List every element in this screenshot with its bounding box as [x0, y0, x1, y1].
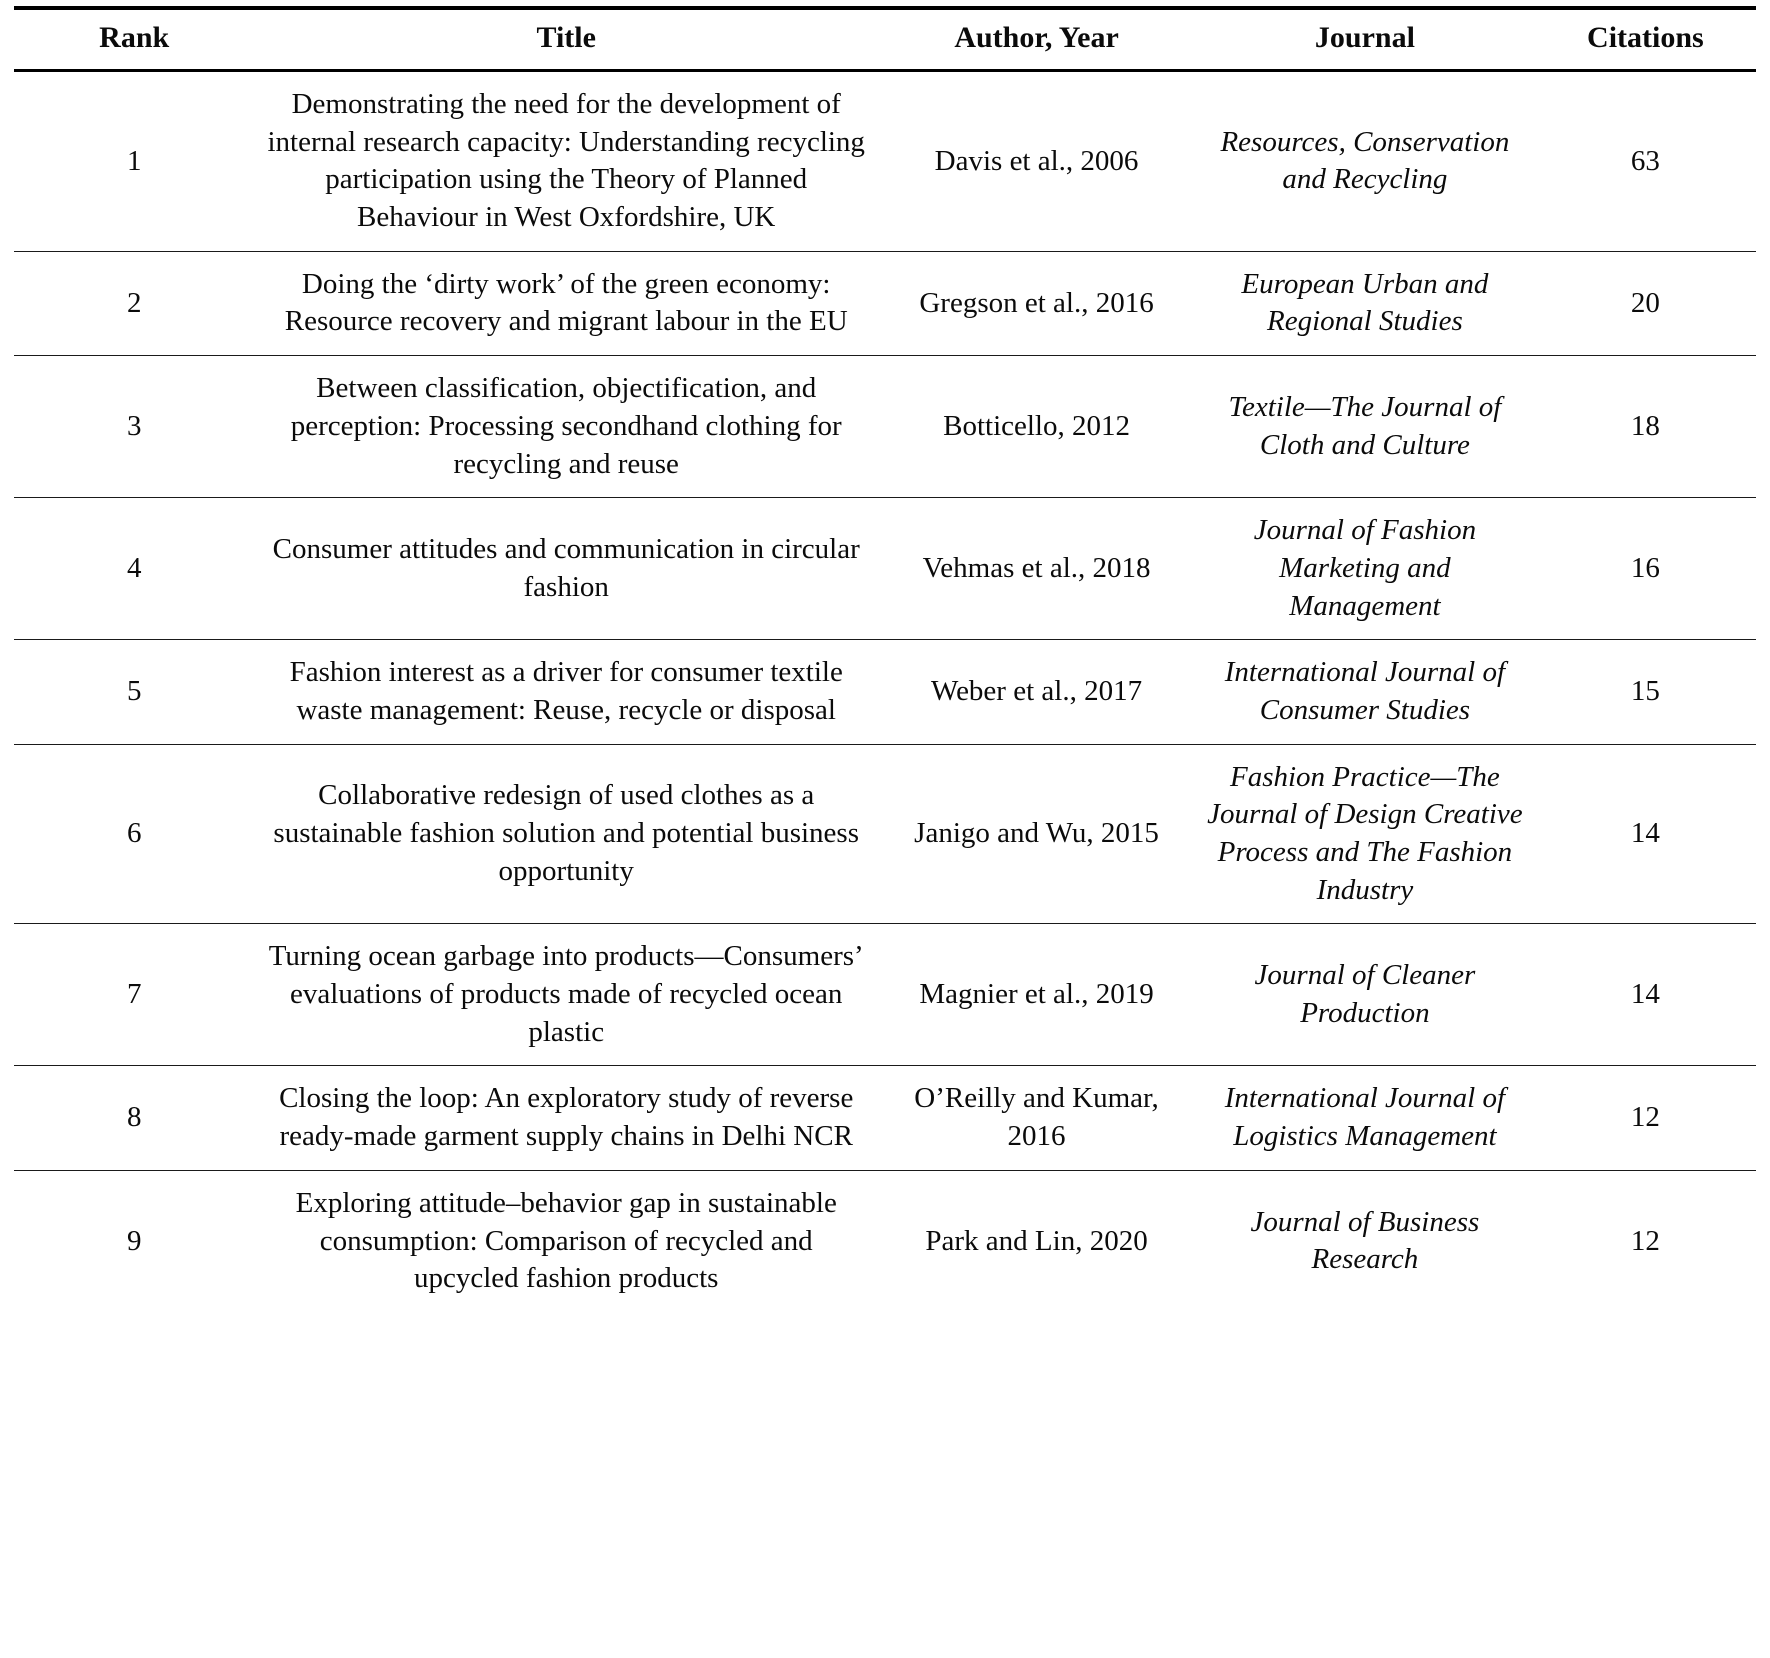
journal-cell: European Urban and Regional Studies	[1241, 267, 1489, 338]
title-cell: Demonstrating the need for the development of internal research capacity: Understanding recycling participation using the Theory of Planned Behaviour in West Oxfordshire, UK	[267, 88, 865, 234]
table-row	[14, 498, 1756, 640]
citations-cell: 63	[1630, 144, 1660, 177]
header-row	[14, 8, 1756, 71]
author-year-cell: Weber et al., 2017	[931, 675, 1143, 708]
citations-cell: 14	[1630, 978, 1660, 1011]
table-row	[14, 1170, 1756, 1312]
journal-cell: International Journal of Consumer Studies	[1224, 656, 1506, 726]
citations-cell: 15	[1630, 675, 1660, 708]
journal-cell: Journal of Cleaner Production	[1254, 959, 1476, 1029]
title-cell: Fashion interest as a driver for consumer textile waste management: Reuse, recycle or disposal	[289, 656, 843, 726]
rank-cell: 7	[126, 978, 142, 1011]
journal-cell: Fashion Practice—The Journal of Design Creative Process and The Fashion Industry	[1207, 760, 1523, 906]
journal-cell: Textile—The Journal of Cloth and Culture	[1228, 390, 1502, 461]
rank-cell: 2	[126, 286, 142, 319]
table-row	[14, 251, 1756, 355]
rank-cell: 9	[126, 1224, 142, 1257]
author-year-cell: Magnier et al., 2019	[919, 978, 1154, 1011]
title-cell: Collaborative redesign of used clothes as a sustainable fashion solution and potential business opportunity	[273, 779, 859, 887]
title-cell: Doing the ‘dirty work’ of the green economy: Resource recovery and migrant labour in the EU	[284, 267, 848, 338]
rank-cell: 1	[126, 144, 142, 177]
title-cell: Turning ocean garbage into products—Consumers’ evaluations of products made of recycled ocean plastic	[268, 940, 864, 1048]
rank-cell: 3	[126, 409, 142, 442]
column-header-rank: Rank	[14, 8, 254, 71]
author-year-cell: Gregson et al., 2016	[919, 286, 1154, 319]
citations-cell: 18	[1630, 409, 1660, 442]
citations-cell: 20	[1630, 286, 1660, 319]
journal-cell: International Journal of Logistics Management	[1224, 1082, 1506, 1153]
title-cell: Consumer attitudes and communication in circular fashion	[272, 533, 860, 603]
table-row	[14, 356, 1756, 498]
author-year-cell: Park and Lin, 2020	[925, 1224, 1148, 1257]
author-year-cell: O’Reilly and Kumar, 2016	[914, 1082, 1159, 1153]
table-row	[14, 71, 1756, 252]
citations-cell: 12	[1630, 1101, 1660, 1134]
title-cell: Closing the loop: An exploratory study of reverse ready-made garment supply chains in Delhi NCR	[279, 1082, 854, 1153]
citations-cell: 14	[1630, 817, 1660, 850]
column-header-author-year: Author, Year	[878, 8, 1195, 71]
author-year-cell: Davis et al., 2006	[934, 144, 1139, 177]
journal-cell: Resources, Conservation and Recycling	[1220, 125, 1510, 196]
author-year-cell: Janigo and Wu, 2015	[914, 817, 1159, 850]
title-cell: Between classification, objectification, and perception: Processing secondhand clothing for recycling and reuse	[290, 372, 842, 480]
author-year-cell: Vehmas et al., 2018	[922, 551, 1151, 584]
rank-cell: 8	[126, 1101, 142, 1134]
column-header-journal: Journal	[1195, 8, 1535, 71]
column-header-title: Title	[254, 8, 878, 71]
column-header-citations: Citations	[1535, 8, 1756, 71]
rank-cell: 6	[126, 817, 142, 850]
rank-cell: 4	[126, 551, 142, 584]
table-row	[14, 1066, 1756, 1170]
top-cited-papers-table	[14, 6, 1756, 1312]
journal-cell: Journal of Fashion Marketing and Management	[1253, 514, 1477, 622]
title-cell: Exploring attitude–behavior gap in sustainable consumption: Comparison of recycled and upcycled fashion products	[295, 1186, 837, 1295]
author-year-cell: Botticello, 2012	[943, 409, 1130, 442]
citations-cell: 16	[1630, 551, 1660, 584]
journal-cell: Journal of Business Research	[1250, 1205, 1480, 1276]
table-row	[14, 924, 1756, 1066]
table-row	[14, 640, 1756, 744]
table-row	[14, 744, 1756, 924]
citations-cell: 12	[1630, 1224, 1660, 1257]
rank-cell: 5	[126, 675, 142, 708]
